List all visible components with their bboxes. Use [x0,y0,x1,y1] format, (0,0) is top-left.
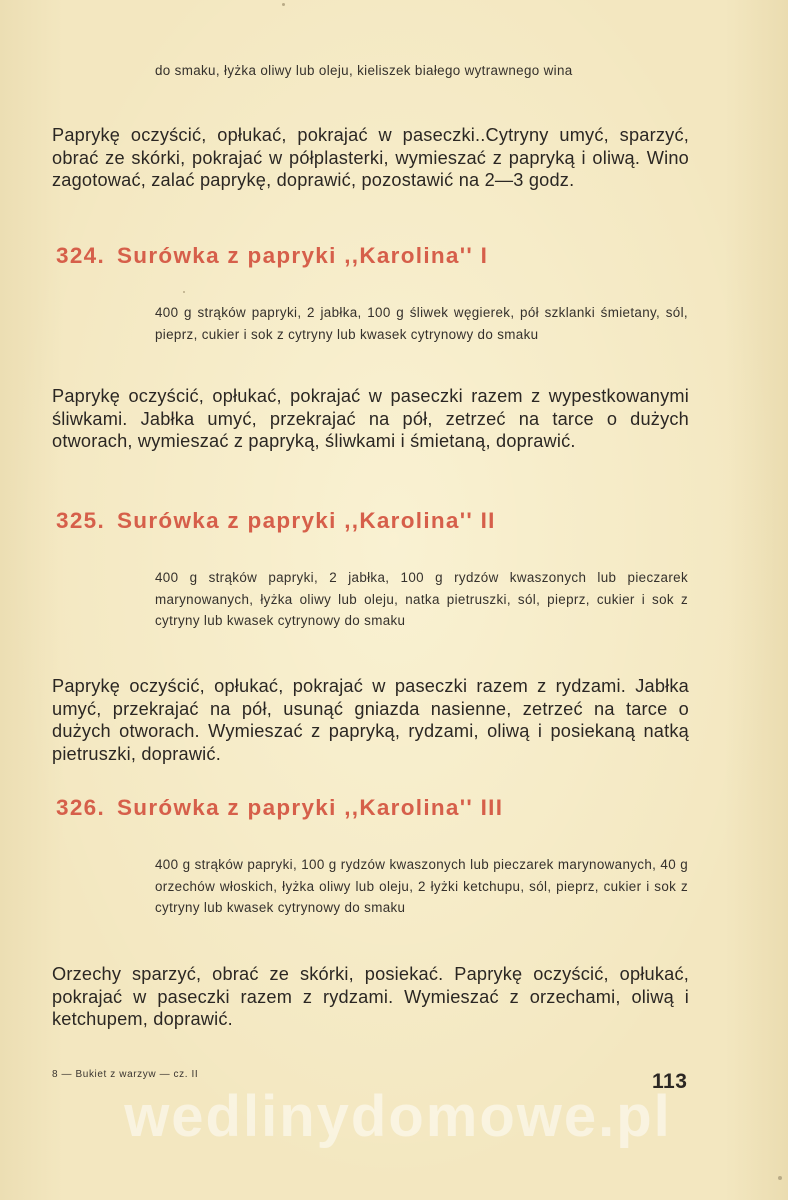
recipe-324-number: 324. [56,243,105,268]
recipe-326-title: Surówka z papryki ,,Karolina'' III [117,795,504,820]
recipe-324-method: Paprykę oczyścić, opłukać, pokrajać w paseczki razem z wypestkowanymi śliwkami. Jabłka umyć, przekrajać na pół, zetrzeć na tarce o dużych otworach, wymieszać z papryką, śliwkami i śmietaną, doprawić. [52,386,689,452]
paper-speck [183,291,185,293]
recipe-326-method: Orzechy sparzyć, obrać ze skórki, posiekać. Paprykę oczyścić, opłukać, pokrajać w paseczki razem z rydzami. Wymieszać z orzechami, oliwą i ketchupem, doprawić. [52,964,689,1030]
recipe-326-ingredients: 400 g strąków papryki, 100 g rydzów kwaszonych lub pieczarek marynowanych, 40 g orzechów włoskich, łyżka oliwy lub oleju, 2 łyżki ketchupu, sól, pieprz, cukier i sok z cytryny lub kwasek cytrynowy do smaku [155,857,688,915]
recipe-324-ingredients: 400 g strąków papryki, 2 jabłka, 100 g śliwek węgierek, pół szklanki śmietany, sól, pieprz, cukier i sok z cytryny lub kwasek cytrynowy do smaku [155,305,688,342]
recipe-325-number: 325. [56,508,105,533]
recipe-325-ingredients: 400 g strąków papryki, 2 jabłka, 100 g rydzów kwaszonych lub pieczarek marynowanych, łyżka oliwy lub oleju, natka pietruszki, sól, pieprz, cukier i sok z cytryny lub kwasek cytrynowy do smaku [155,570,688,628]
recipe-325-heading [56,508,496,534]
recipe-325-title: Surówka z papryki ,,Karolina'' II [117,508,496,533]
paper-speck [282,3,285,6]
recipe-325-method: Paprykę oczyścić, opłukać, pokrajać w paseczki razem z rydzami. Jabłka umyć, przekrajać na pół, usunąć gniazda nasienne, zetrzeć na tarce o dużych otworach. Wymieszać z papryką, rydzami, oliwą i posiekaną natką pietruszki, doprawić. [52,676,689,764]
method-continued: Paprykę oczyścić, opłukać, pokrajać w paseczki..Cytryny umyć, sparzyć, obrać ze skórki, pokrajać w półplasterki, wymieszać z papryką i oliwą. Wino zagotować, zalać paprykę, doprawić, pozostawić na 2—3 godz. [52,125,689,191]
recipe-324-heading [56,243,488,269]
watermark: wedlinydomowe.pl [124,1084,672,1149]
recipe-324-title: Surówka z papryki ,,Karolina'' I [117,243,489,268]
ingredients-continued: do smaku, łyżka oliwy lub oleju, kieliszek białego wytrawnego wina [155,63,573,78]
recipe-326-number: 326. [56,795,105,820]
paper-speck [778,1176,782,1180]
printer-signature: 8 — Bukiet z warzyw — cz. II [52,1069,199,1080]
page-number: 113 [652,1070,688,1093]
recipe-326-heading [56,795,503,821]
